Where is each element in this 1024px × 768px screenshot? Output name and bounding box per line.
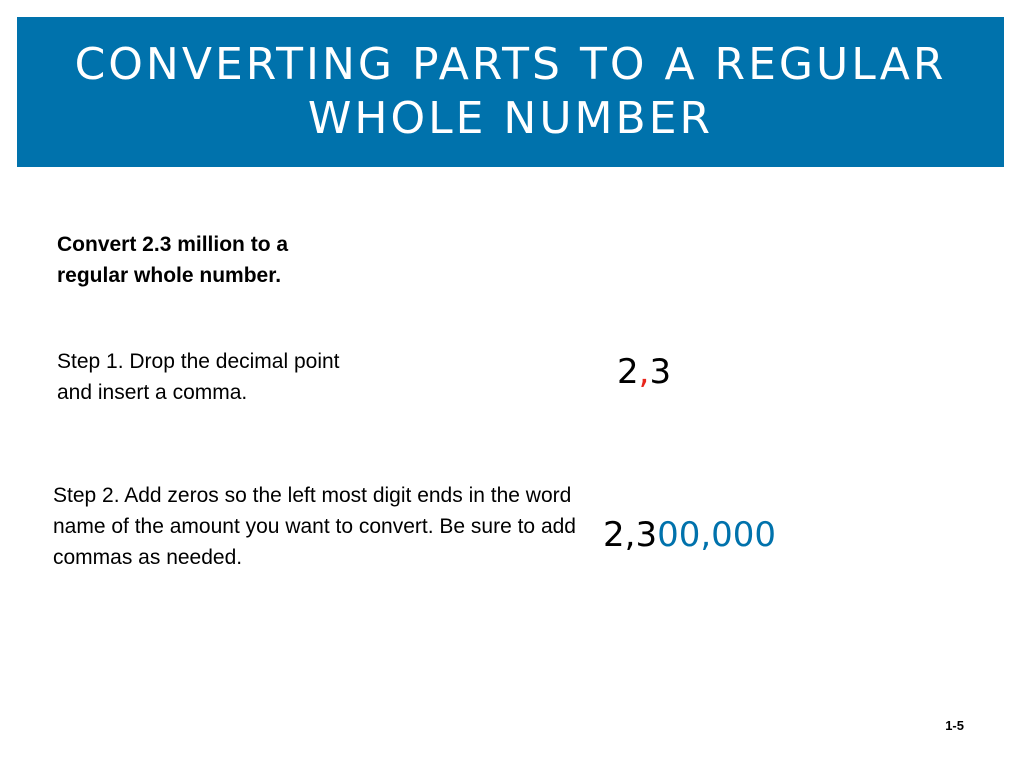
- step-1-result-part2: 3: [649, 352, 672, 392]
- inserted-comma: ,: [638, 352, 650, 392]
- page-number: 1-5: [945, 718, 964, 733]
- step-1-text: Step 1. Drop the decimal point and insert a comma.: [57, 350, 340, 404]
- step-1-result-part1: 2: [617, 352, 639, 392]
- problem-statement: Convert 2.3 million to a regular whole number.: [57, 233, 289, 287]
- step-2-text: Step 2. Add zeros so the left most digit ends in the word name of the amount you want to convert. Be sure to add commas as needed.: [53, 484, 576, 569]
- slide-title: CONVERTING PARTS TO A REGULAR WHOLE NUMBER: [74, 39, 947, 144]
- title-bar: [17, 17, 1004, 167]
- added-zeros: 00,000: [657, 515, 777, 555]
- step-2-result-base: 2,3: [603, 515, 658, 555]
- step-2-result: [603, 515, 776, 555]
- step-1-result: [617, 352, 671, 392]
